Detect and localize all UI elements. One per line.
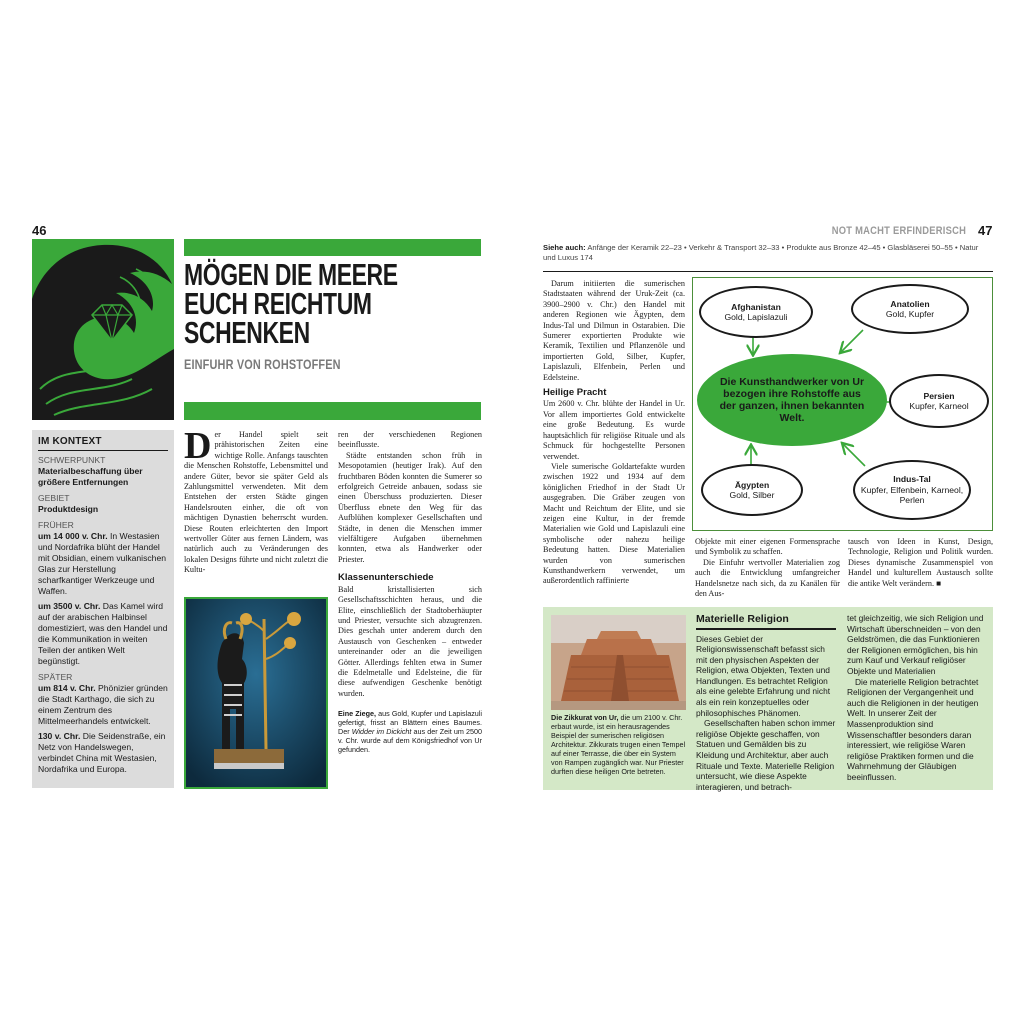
node-name: Anatolien bbox=[890, 298, 930, 309]
right-column-1 bbox=[543, 279, 685, 587]
left-column-1 bbox=[184, 425, 328, 576]
right-column-3 bbox=[848, 537, 993, 589]
paragraph: Bald kristallisierten sich Gesellschaftsschichten heraus, und die Elite, einschließlich der Stadtoberhäupter und Priester, versuchte sich abzugrenzen. Dies geschah unter anderem durch den Austausch von Geschenken – entweder untereinander oder an die jeweiligen Götter. Allerdings fehlten etwa in Sumer die Edelmetalle und Edelsteine, die für diese aufwendigen Geschenke benötigt wurden. bbox=[338, 584, 482, 698]
paragraph: Um 2600 v. Chr. blühte der Handel in Ur. Vor allem importiertes Gold entwickelte eine große Bedeutung. Es wurde hauptsächlich für religiöse Rituale und als Schmuck für hochgestellte Personen verwendet. bbox=[543, 399, 685, 461]
node-name: Ägypten bbox=[734, 479, 770, 490]
entry-text: Die Seidenstraße, ein Netz von Handelswegen, verbindet China mit Westasien, Nordafrika und Europa. bbox=[38, 731, 166, 774]
wave-icon bbox=[32, 239, 174, 420]
later-entry bbox=[38, 731, 168, 775]
paragraph: Die Einfuhr wertvoller Materialien zog auch die Entwicklung umfangreicher Handelsnetze nach sich, da zu Kanälen für den Aus- bbox=[695, 557, 840, 599]
entry-text: Das Kamel wird auf der arabischen Halbinsel domestiziert, was den Handel und die Kommunikation in weiten Teilen der antiken Welt begünstigt. bbox=[38, 601, 168, 666]
ziggurat-caption bbox=[551, 713, 689, 776]
earlier-entry bbox=[38, 531, 168, 597]
node-name: Afghanistan bbox=[731, 301, 781, 312]
title-line-2: EUCH REICHTUM bbox=[184, 286, 372, 321]
intro-paragraph bbox=[184, 425, 328, 576]
page-title bbox=[184, 257, 465, 350]
feature-title: Materielle Religion bbox=[696, 613, 789, 625]
area-value: Produktdesign bbox=[38, 504, 99, 514]
see-also bbox=[543, 243, 993, 262]
node-name: Persien bbox=[923, 390, 955, 401]
node-aegypten bbox=[701, 464, 803, 516]
feature-text bbox=[696, 634, 836, 793]
section-heading-klassenunterschiede: Klassenunterschiede bbox=[338, 572, 434, 584]
context-divider bbox=[38, 450, 168, 451]
arrow-indus-tal bbox=[843, 444, 865, 466]
node-anatolien bbox=[851, 284, 969, 334]
goat-photo-caption bbox=[338, 709, 482, 754]
left-column-2 bbox=[338, 430, 482, 754]
page-number-right: 47 bbox=[978, 223, 993, 238]
intro-text: er Handel spielt seit prähistorischen Zeiten eine wichtige Rolle. Anfangs tauschten die Menschen Rohstoffe, Lebensmittel und andere Güter, bevor sie später Geld als Zahlungsmittel verwendeten. Mit dem Entstehen der ersten Städte gingen Handelsrouten einher, die oft von mächtigen Dynastien beherrscht wurden. Diese Routen erleichterten den Import wertvoller Güter aus fernen Ländern, was natürlich auch zu Veränderungen des lokalen Designs führte und nicht zuletzt die Kultu- bbox=[184, 430, 328, 575]
ram-in-thicket-image bbox=[186, 599, 326, 787]
see-also-rule bbox=[543, 271, 993, 272]
see-also-label: Siehe auch: bbox=[543, 243, 586, 252]
entry-text: In Westasien und Nordafrika blüht der Handel mit Obsidian, einem vulkanischen Glas zur Herstellung scharfkantiger Werkzeuge und Waffen. bbox=[38, 531, 167, 596]
entry-date: um 3500 v. Chr. bbox=[38, 601, 101, 611]
caption-bold: Eine Ziege, bbox=[338, 709, 377, 719]
node-goods: Kupfer, Karneol bbox=[909, 401, 969, 411]
node-indus-tal bbox=[853, 460, 971, 520]
focus-label: SCHWERPUNKT bbox=[38, 455, 106, 465]
feature-column-b bbox=[847, 613, 987, 783]
title-line-3: SCHENKEN bbox=[184, 315, 310, 350]
goat-photo bbox=[184, 597, 328, 789]
feature-column-a bbox=[696, 613, 836, 792]
caption-text: aus der Zeit um 2500 v. Chr. wurde auf dem Königsfriedhof von Ur gefunden. bbox=[338, 727, 482, 755]
see-also-text: Anfänge der Keramik 22–23 • Verkehr & Transport 32–33 • Produkte aus Bronze 42–45 • Glasbläserei 50–55 • Natur und Luxus 174 bbox=[543, 243, 979, 262]
node-name: Indus-Tal bbox=[893, 474, 931, 485]
later-label: SPÄTER bbox=[38, 672, 73, 682]
context-sidebar bbox=[32, 430, 174, 788]
feature-box-materielle-religion bbox=[543, 607, 993, 790]
paragraph: tausch von Ideen in Kunst, Design, Technologie, Religion und Politik wurden. Dieses dynamische Zusammenspiel von Handel und kulturellem Austausch sollte die antike Welt verändern. ■ bbox=[848, 537, 993, 588]
node-goods: Kupfer, Elfenbein, Karneol, Perlen bbox=[860, 484, 964, 506]
node-goods: Gold, Lapislazuli bbox=[724, 312, 788, 322]
paragraph: Städte entstanden schon früh in Mesopotamien (heutiger Irak). Auf den fruchtbaren Böden konnten die Sumerer so erfolgreich Getreide anbauen, sodass sie einen Überschuss produzierten. Dieser Überfluss ebnete den Weg für das Aufblühen komplexer Gesellschaften und Städte, in denen die Menschen immer vielfältigere Aufgaben übernehmen konnten, etwa als Handwerker oder Priester. bbox=[338, 450, 482, 564]
node-afghanistan bbox=[699, 286, 813, 338]
paragraph: Dieses Gebiet der Religionswissenschaft befasst sich mit den physischen Aspekten der Religion, etwa Objekten, Texten und Handlungen. Es betrachtet Religion als eine gelebte Erfahrung und nicht als ein rein konzeptuelles oder philosophisches Phänomen. bbox=[696, 633, 831, 718]
earlier-label: FRÜHER bbox=[38, 520, 74, 530]
caption-text: die um 2100 v. Chr. erbaut wurde, ist ein herausragendes Beispiel der sumerischen religiösen Architektur. Zikkurats trugen einen Tempel auf einer Terrasse, die über ein System von Rampen zugänglich war. Nur Priester durften diese heiligen Orte betreten. bbox=[551, 713, 686, 776]
right-column-2 bbox=[695, 537, 840, 599]
paragraph: Objekte mit einer eigenen Formensprache und Symbolik zu schaffen. bbox=[695, 537, 840, 557]
paragraph: Darum initiierten die sumerischen Stadtstaaten während der Uruk-Zeit (ca. 3900–2900 v. Chr.) den Handel mit anderen Regionen wie Ägypten, dem Indus-Tal und Dilmun in Ostarabien. Die Sumerer exportierten Produkte wie Keramik, Textilien und Pflanzenöle und importierten Gold, Silber, Kupfer, Lapislazuli, Elfenbein, Perlen und Edelsteine. bbox=[543, 279, 685, 382]
paragraph: Viele sumerische Goldartefakte wurden zwischen 1922 und 1934 auf dem königlichen Friedhof in der Stadt Ur ausgegraben. Die Gräber zeugen von Macht und Reichtum der Elite, und sie zeigen eine Kultur, in der fremde Materialien wie Gold und Lapislazuli eine symbolische oder nahezu heilige Bedeutung hatten. Diese Materialien wurden von sumerischen Kunsthandwerkern verwendet, um außerordentlich raffinierte bbox=[543, 461, 685, 586]
entry-date: 130 v. Chr. bbox=[38, 731, 81, 741]
entry-text: Phönizier gründen die Stadt Karthago, die sich zu einem Zentrum des Mittelmeerhandels entwickelt. bbox=[38, 683, 168, 726]
arrow-anatolien bbox=[841, 330, 863, 352]
title-line-1: MÖGEN DIE MEERE bbox=[184, 257, 398, 292]
entry-date: um 14 000 v. Chr. bbox=[38, 531, 108, 541]
node-goods: Gold, Kupfer bbox=[885, 309, 935, 319]
paragraph: Gesellschaften haben schon immer religiöse Objekte geschaffen, von Statuen und Gemälden bis zu Kleidung und Architektur, aber auch Rituale und Texte. Materielle Religion untersucht, wie diese Aspekte interagieren, und betrach- bbox=[696, 718, 836, 792]
caption-text: aus Gold, Kupfer und Lapislazuli gefertigt, frisst an Blättern eines Baumes. Der bbox=[338, 709, 482, 737]
focus-value: Materialbeschaffung über größere Entfernungen bbox=[38, 466, 143, 487]
caption-bold: Die Zikkurat von Ur, bbox=[551, 713, 619, 722]
entry-date: um 814 v. Chr. bbox=[38, 683, 96, 693]
page-number-left: 46 bbox=[32, 223, 47, 238]
title-top-bar bbox=[184, 239, 481, 256]
center-node: Die Kunsthandwerker von Ur bezogen ihre Rohstoffe aus der ganzen, ihnen bekannten Welt. bbox=[697, 354, 887, 446]
earlier-entry bbox=[38, 601, 168, 667]
section-heading-heilige-pracht: Heilige Pracht bbox=[543, 387, 607, 399]
node-goods: Gold, Silber bbox=[729, 490, 775, 500]
running-head: NOT MACHT ERFINDERISCH bbox=[831, 225, 966, 237]
node-persien bbox=[889, 374, 989, 428]
dropcap: D bbox=[184, 425, 212, 467]
caption-italic: Widder im Dickicht bbox=[351, 727, 412, 737]
page-subtitle: EINFUHR VON ROHSTOFFEN bbox=[184, 356, 341, 372]
paragraph: Die materielle Religion betrachtet Religionen der Vergangenheit und auch die Religionen in der heutigen Welt. In unserer Zeit der Massenproduktion sind Wissenschaftler besonders daran interessiert, wie religiöse Waren religiöse Praktiken formen und die Wahrnehmung der Gläubigen beeinflussen. bbox=[847, 676, 979, 782]
paragraph: ren der verschiedenen Regionen beeinflusste. bbox=[338, 430, 482, 450]
feature-title-rule bbox=[696, 628, 836, 630]
ziggurat-image bbox=[551, 615, 686, 710]
paragraph: tet gleichzeitig, wie sich Religion und Wirtschaft überschneiden – von den Geldströmen, die das Funktionieren der Religionen ermöglichen, bis hin zum Kauf und Verkauf religiöser Objekte und Materialien bbox=[847, 613, 984, 676]
ziggurat-photo bbox=[551, 615, 686, 710]
later-entry bbox=[38, 683, 168, 727]
trade-sources-diagram bbox=[692, 277, 993, 531]
wave-diamond-illustration bbox=[32, 239, 174, 420]
title-bottom-bar bbox=[184, 402, 481, 420]
diamond-icon bbox=[92, 305, 132, 341]
context-heading: IM KONTEXT bbox=[38, 436, 102, 447]
area-label: GEBIET bbox=[38, 493, 70, 503]
